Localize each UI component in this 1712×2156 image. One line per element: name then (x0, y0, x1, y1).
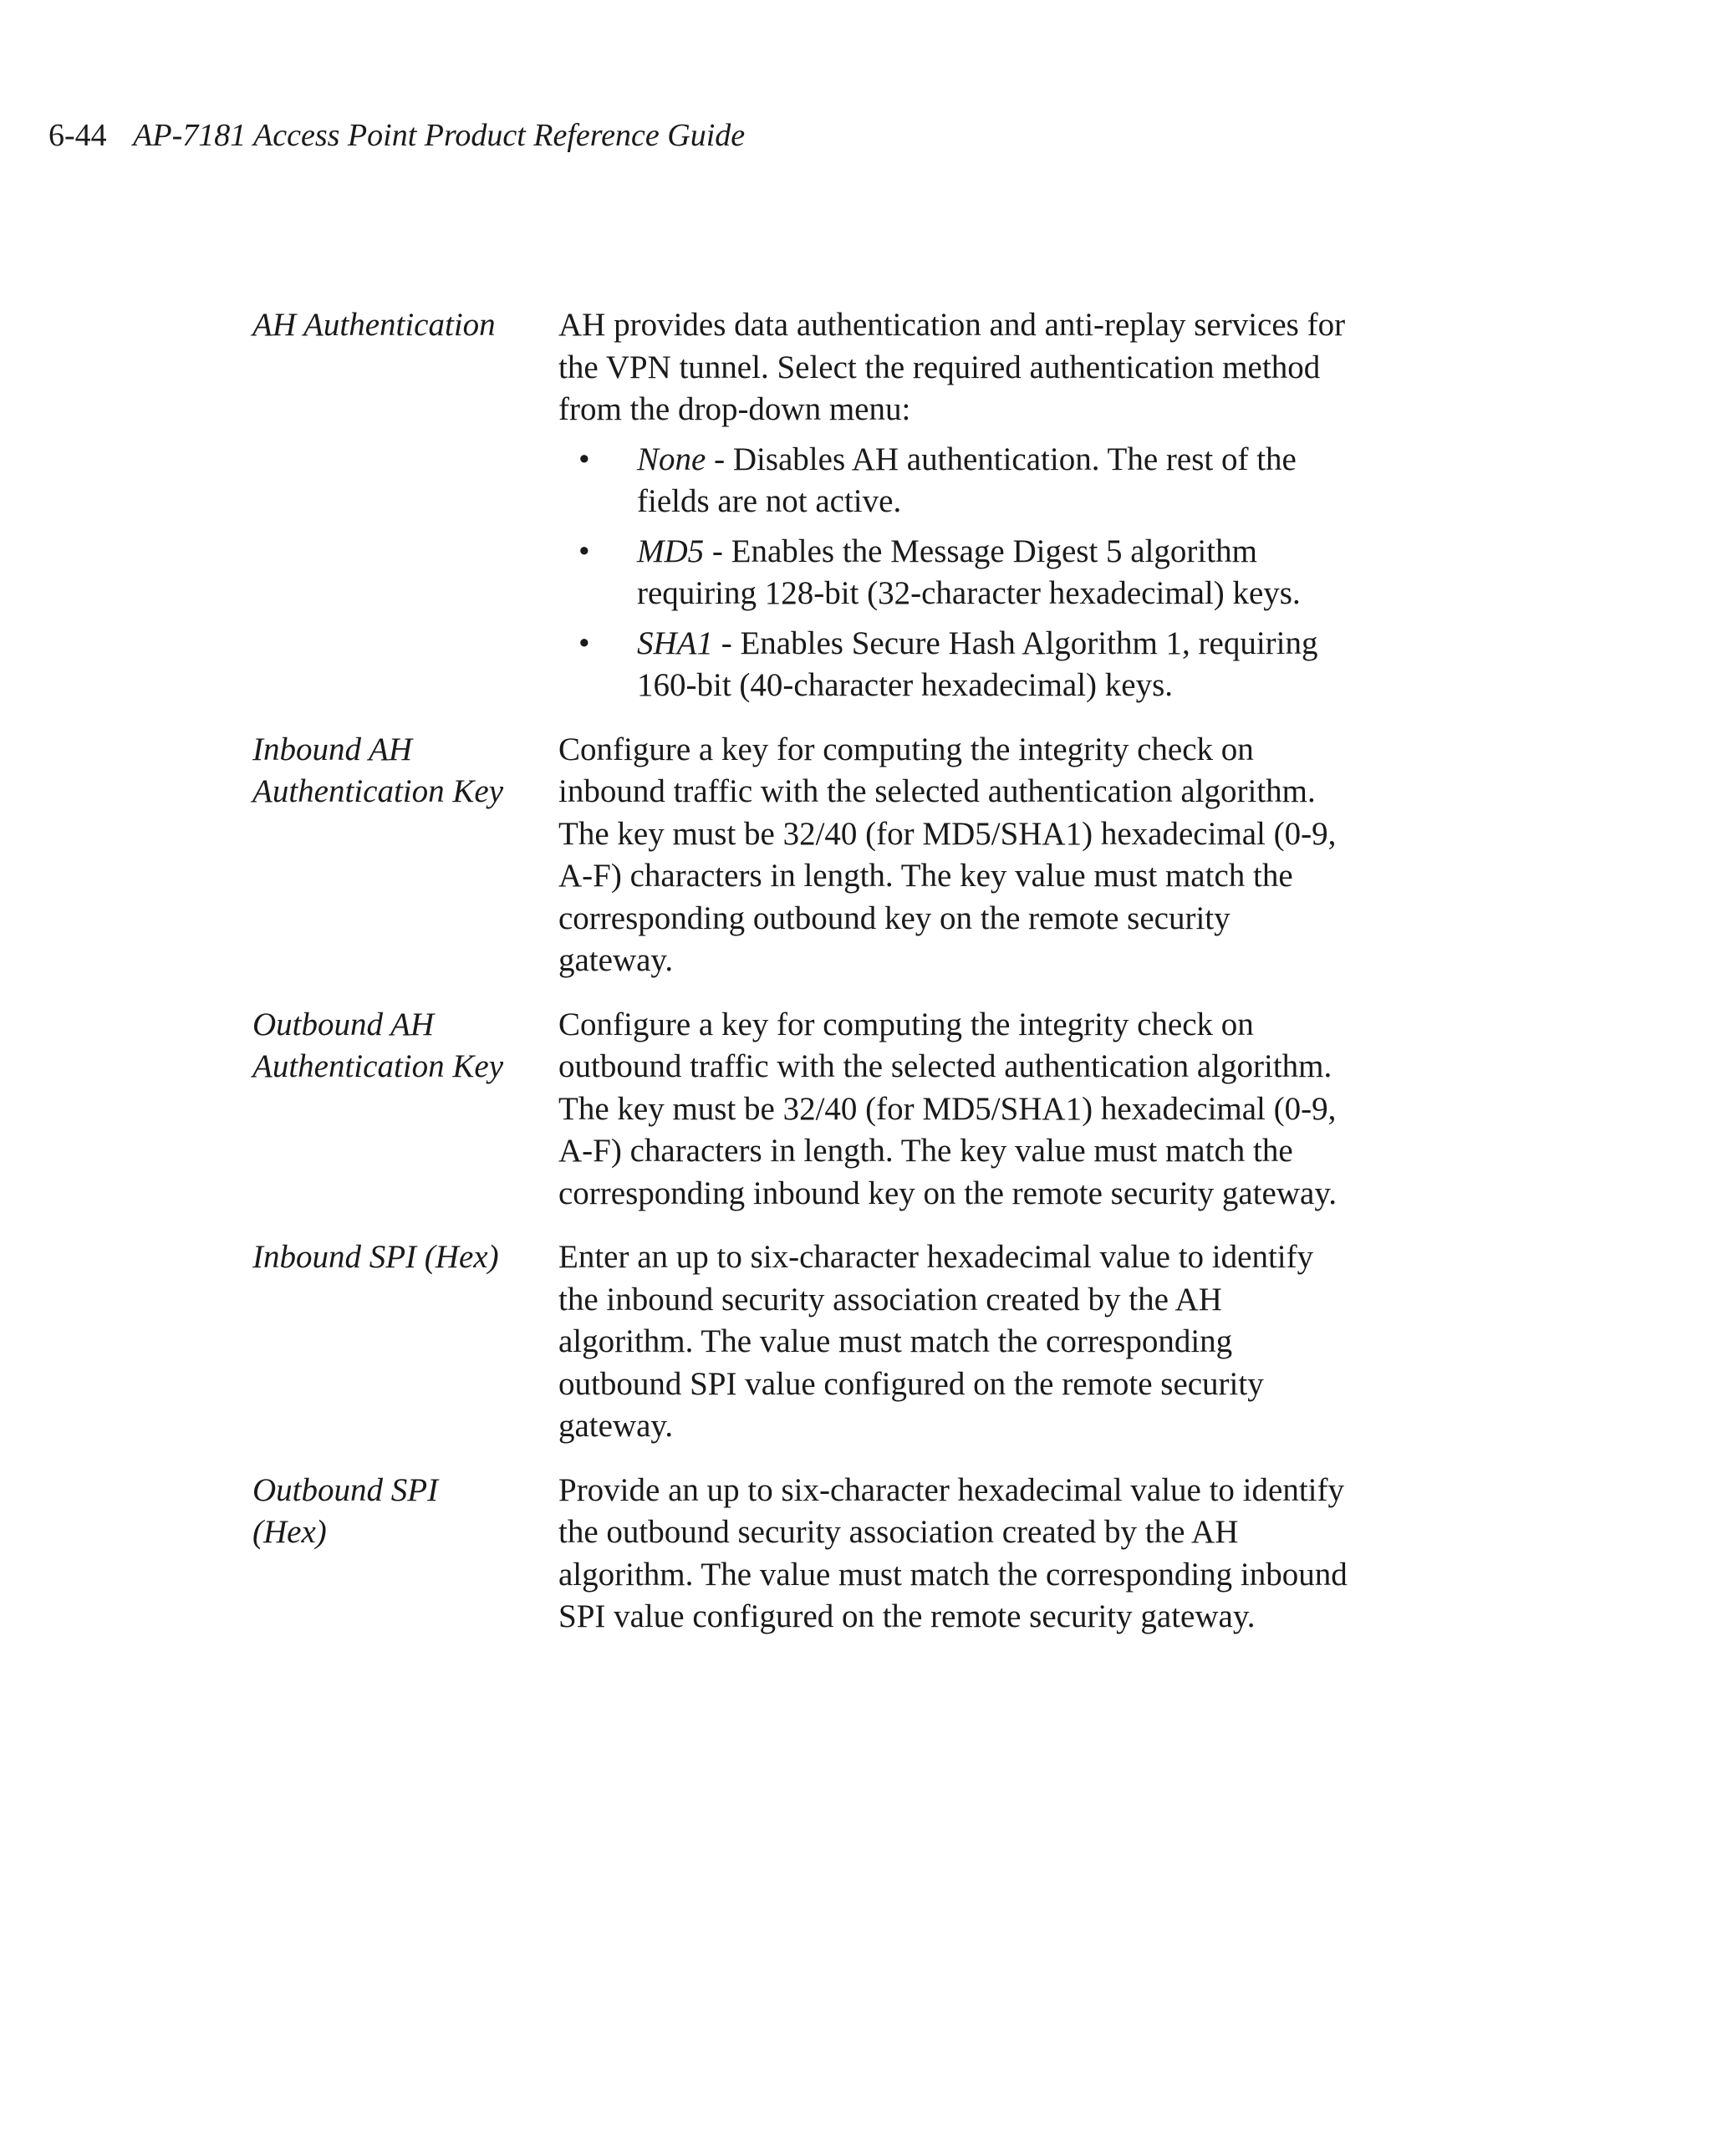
desc-line: Configure a key for computing the integrity check on (558, 1006, 1254, 1042)
term-line: (Hex) (252, 1513, 327, 1550)
term-line: Inbound AH (252, 731, 413, 767)
bullet-icon: • (578, 624, 590, 661)
desc-line: outbound SPI value configured on the remote security (558, 1365, 1264, 1402)
desc-line: The key must be 32/40 (for MD5/SHA1) hexadecimal (0-9, (558, 815, 1337, 852)
page-number: 6-44 (48, 118, 107, 153)
term (252, 1236, 553, 1278)
term-line: Authentication Key (252, 1047, 504, 1084)
desc-line: inbound traffic with the selected authentication algorithm. (558, 773, 1316, 809)
desc-line: algorithm. The value must match the corresponding inbound (558, 1556, 1348, 1593)
guide-title: AP-7181 Access Point Product Reference Guide (133, 118, 746, 153)
term-line: Outbound AH (252, 1006, 435, 1042)
option-text: - Disables AH authentication. The rest of the (706, 441, 1297, 477)
desc-line: from the drop-down menu: (558, 391, 911, 427)
description (558, 1236, 1419, 1448)
definition-inbound-spi (252, 1236, 1423, 1448)
page-header (48, 115, 745, 155)
term-line: Outbound SPI (252, 1471, 439, 1508)
term (252, 729, 553, 813)
desc-line: Configure a key for computing the integrity check on (558, 731, 1254, 767)
desc-line: the outbound security association created by the AH (558, 1514, 1239, 1550)
desc-line: The key must be 32/40 (for MD5/SHA1) hexadecimal (0-9, (558, 1090, 1337, 1127)
term-line: Authentication Key (252, 772, 504, 809)
option-text: - Enables the Message Digest 5 algorithm (704, 533, 1257, 569)
option-none (558, 439, 1419, 523)
bullet-icon: • (578, 441, 590, 477)
term-line: AH Authentication (252, 307, 496, 343)
definition-list (252, 304, 1423, 1660)
desc-line: A-F) characters in length. The key value must match the (558, 858, 1293, 894)
definition-outbound-spi (252, 1470, 1423, 1639)
definition-ah-authentication (252, 304, 1423, 707)
desc-line: the inbound security association created by the AH (558, 1281, 1222, 1318)
desc-line: algorithm. The value must match the corresponding (558, 1323, 1233, 1359)
desc-line: AH provides data authentication and anti-replay services for (558, 307, 1346, 343)
bullet-icon: • (578, 533, 590, 569)
description (558, 729, 1419, 982)
desc-line: SPI value configured on the remote security gateway. (558, 1598, 1256, 1634)
description (558, 1004, 1419, 1216)
desc-line: gateway. (558, 1408, 674, 1444)
term-line: Inbound SPI (Hex) (252, 1239, 499, 1275)
term (252, 304, 553, 346)
desc-line: Provide an up to six-character hexadecimal value to identify (558, 1471, 1344, 1508)
description (558, 304, 1419, 707)
option-text: - Enables Secure Hash Algorithm 1, requiring (713, 624, 1318, 661)
option-text: fields are not active. (637, 483, 902, 519)
option-md5 (558, 531, 1419, 615)
definition-outbound-ah-key (252, 1004, 1423, 1216)
option-sha1 (558, 623, 1419, 707)
desc-line: A-F) characters in length. The key value must match the (558, 1133, 1293, 1169)
desc-line: gateway. (558, 942, 674, 978)
desc-line: Enter an up to six-character hexadecimal value to identify (558, 1239, 1314, 1275)
description (558, 1470, 1419, 1639)
term (252, 1470, 553, 1553)
option-list (558, 439, 1419, 707)
desc-line: corresponding outbound key on the remote security (558, 900, 1230, 936)
desc-line: corresponding inbound key on the remote security gateway. (558, 1175, 1338, 1211)
option-name: MD5 (637, 533, 705, 569)
option-name: SHA1 (637, 624, 713, 661)
definition-inbound-ah-key (252, 729, 1423, 982)
desc-line: the VPN tunnel. Select the required authentication method (558, 349, 1321, 385)
option-name: None (637, 441, 706, 477)
desc-line: outbound traffic with the selected authentication algorithm. (558, 1048, 1332, 1084)
option-text: 160-bit (40-character hexadecimal) keys. (637, 667, 1174, 703)
term (252, 1004, 553, 1088)
option-text: requiring 128-bit (32-character hexadecimal) keys. (637, 575, 1301, 611)
